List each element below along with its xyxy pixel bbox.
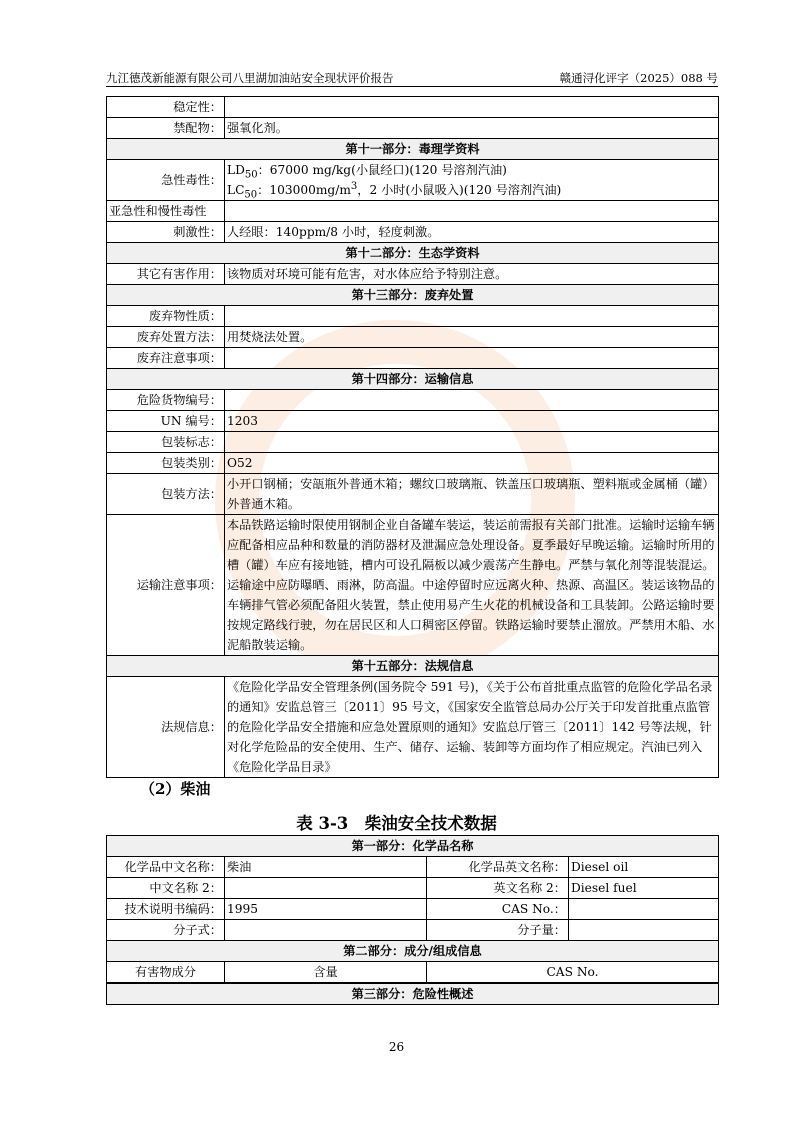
section-heading: （2）柴油 [140, 780, 211, 798]
table-row [107, 453, 719, 474]
field-value [225, 97, 719, 118]
field-value: 柴油 [225, 857, 427, 878]
section-title: 第十三部分：废弃处置 [107, 285, 719, 306]
table-row [107, 222, 719, 243]
field-value [225, 432, 719, 453]
header-left: 九江德茂新能源有限公司八里湖加油站安全现状评价报告 [106, 71, 394, 85]
section-title: 第十四部分：运输信息 [107, 369, 719, 390]
field-value [225, 201, 719, 222]
field-label: 分子式： [107, 920, 225, 941]
lc50-line [227, 180, 716, 200]
field-value: O52 [225, 453, 719, 474]
field-value: 人经眼：140ppm/8 小时，轻度刺激。 [225, 222, 719, 243]
section-title: 第十一部分：毒理学资料 [107, 139, 719, 160]
section-row [107, 243, 719, 264]
section-title: 第十二部分：生态学资料 [107, 243, 719, 264]
section-row: 第三部分：危险性概述 [107, 984, 719, 1005]
field-value [225, 920, 427, 941]
ld-text: ：67000 mg/kg(小鼠经口)(120 号溶剂汽油) [257, 163, 507, 177]
page-number: 26 [388, 1040, 405, 1054]
section-row [107, 285, 719, 306]
field-label: 废弃处置方法： [107, 327, 225, 348]
table-row [107, 515, 719, 656]
field-label: 化学品英文名称： [427, 857, 569, 878]
lc-sup: 3 [350, 180, 358, 192]
table-row [107, 97, 719, 118]
table-row [107, 348, 719, 369]
table-row [107, 264, 719, 285]
ld50-line [227, 160, 716, 180]
section-row: 第一部分：化学品名称 [107, 836, 719, 857]
field-label: 分子量： [427, 920, 569, 941]
field-label: 急性毒性： [107, 160, 225, 201]
field-label: 化学品中文名称： [107, 857, 225, 878]
field-label: 包装方法： [107, 474, 225, 515]
field-label: 废弃注意事项： [107, 348, 225, 369]
field-value [225, 390, 719, 411]
table-row [107, 306, 719, 327]
field-label: 禁配物： [107, 118, 225, 139]
table-row [107, 432, 719, 453]
field-label: 刺激性： [107, 222, 225, 243]
field-label: 危险货物编号： [107, 390, 225, 411]
section-row [107, 369, 719, 390]
field-label: 包装类别： [107, 453, 225, 474]
field-value: 《危险化学品安全管理条例(国务院令 591 号)，《关于公布首批重点监管的危险化学品名录的通知》安监总管三〔2011〕95 号文，《国家安全监管总局办公厅关于印发首批重点监管的危险化学品安全措施和应急处置原则的通知》安监总厅管三〔2011〕142 号等法规，针对化学危险品的安全使用、生产、储存、运输、装卸等方面均作了相应规定。汽油已列入《危险化学品目录》 [225, 677, 719, 778]
diesel-table [106, 835, 719, 1005]
lc-text: ：103000mg/m [257, 183, 351, 197]
column-header: 有害物成分 [107, 962, 225, 983]
field-label: 稳定性： [107, 97, 225, 118]
field-label: 其它有害作用： [107, 264, 225, 285]
field-value [569, 920, 719, 941]
field-value: 1995 [225, 899, 427, 920]
table-row [107, 411, 719, 432]
lc-sub: 50 [244, 189, 258, 201]
field-label: UN 编号： [107, 411, 225, 432]
table-row [107, 160, 719, 201]
section-row [107, 656, 719, 677]
lc-text-2: ，2 小时(小鼠吸入)(120 号溶剂汽油) [357, 183, 562, 197]
table-row [107, 327, 719, 348]
field-value: Diesel fuel [569, 878, 719, 899]
section-row [107, 139, 719, 160]
table-row [107, 677, 719, 778]
column-header: CAS No. [427, 962, 719, 983]
field-value [225, 348, 719, 369]
field-label: 运输注意事项： [107, 515, 225, 656]
field-value: Diesel oil [569, 857, 719, 878]
field-label: 亚急性和慢性毒性 [107, 201, 225, 222]
field-value: 小开口钢桶；安瓿瓶外普通木箱；螺纹口玻璃瓶、铁盖压口玻璃瓶、塑料瓶或金属桶（罐）外普通木箱。 [225, 474, 719, 515]
field-value [225, 306, 719, 327]
table-row [107, 201, 719, 222]
gasoline-table-continued [106, 96, 719, 778]
field-label: 中文名称 2： [107, 878, 225, 899]
table-row [107, 118, 719, 139]
column-header: 含量 [225, 962, 427, 983]
field-label: 废弃物性质： [107, 306, 225, 327]
field-value [569, 899, 719, 920]
field-label: 技术说明书编码： [107, 899, 225, 920]
header-right: 赣通浔化评字（2025）088 号 [559, 71, 718, 85]
field-value: 用焚烧法处置。 [225, 327, 719, 348]
table-row [107, 474, 719, 515]
table-caption: 表 3-3 柴油安全技术数据 [296, 814, 497, 833]
lc-prefix: LC [227, 183, 245, 197]
field-label: 包装标志： [107, 432, 225, 453]
ld-prefix: LD [227, 163, 245, 177]
ld-sub: 50 [244, 169, 258, 181]
field-label: CAS No.： [427, 899, 569, 920]
field-value: 该物质对环境可能有危害，对水体应给予特别注意。 [225, 264, 719, 285]
field-value [225, 878, 427, 899]
field-value [225, 160, 719, 201]
field-label: 法规信息： [107, 677, 225, 778]
table-row [107, 390, 719, 411]
field-label: 英文名称 2： [427, 878, 569, 899]
page-header [106, 68, 718, 87]
section-title: 第十五部分：法规信息 [107, 656, 719, 677]
field-value: 强氧化剂。 [225, 118, 719, 139]
field-value: 1203 [225, 411, 719, 432]
field-value: 本品铁路运输时限使用钢制企业自备罐车装运，装运前需报有关部门批准。运输时运输车辆应配备相应品种和数量的消防器材及泄漏应急处理设备。夏季最好早晚运输。运输时所用的槽（罐）车应有接地链，槽内可设孔隔板以减少震荡产生静电。严禁与氧化剂等混装混运。运输途中应防曝晒、雨淋，防高温。中途停留时应远离火种、热源、高温区。装运该物品的车辆排气管必须配备阻火装置，禁止使用易产生火花的机械设备和工具装卸。公路运输时要按规定路线行驶，勿在居民区和人口稠密区停留。铁路运输时要禁止溜放。严禁用木船、水泥船散装运输。 [225, 515, 719, 656]
section-row: 第二部分：成分/组成信息 [107, 941, 719, 962]
